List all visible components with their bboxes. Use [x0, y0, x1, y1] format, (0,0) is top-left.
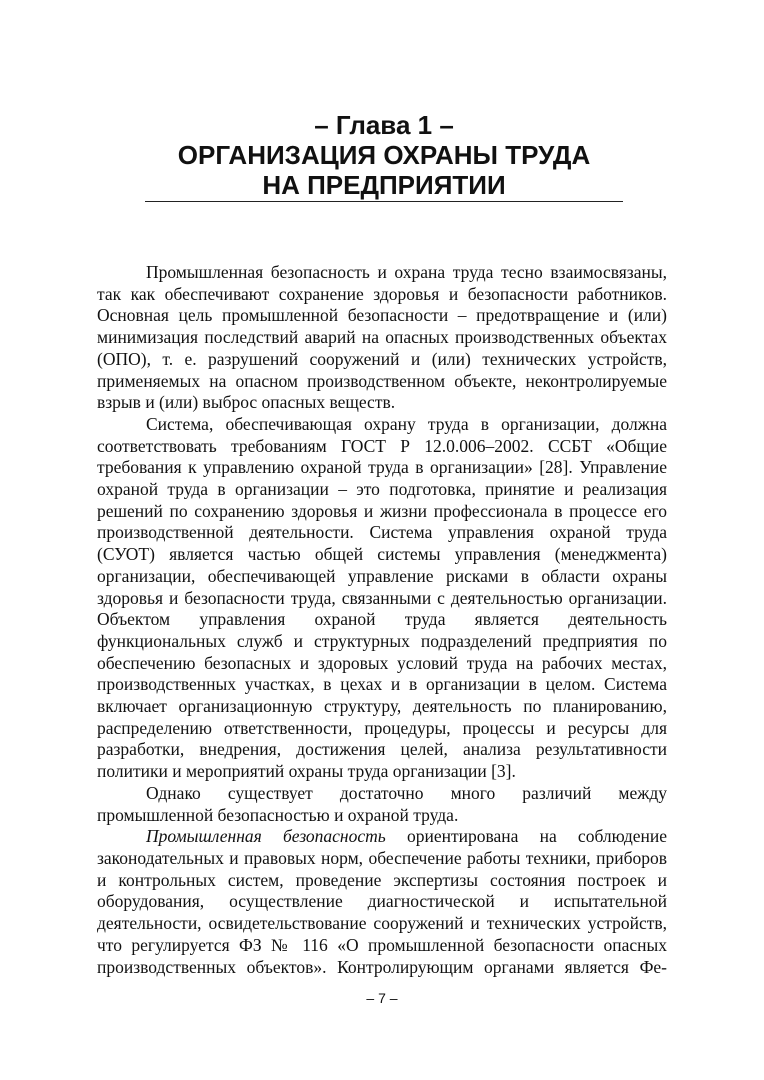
- paragraph-1: Промышленная безопасность и охрана труда тесно взаимосвязаны, так как обеспечивают сохранение здоровья и безопасности работников. Основная цель промышленной безопасности – предотвращение и (или) минимизация последствий аварий на опасных производственных объектах (ОПО), т. е. разрушений сооружений и (или) технических устройств, применяемых на опасном производственном объекте, неконтролируемые взрыв и (или) выброс опасных веществ.: [97, 262, 667, 413]
- page-number: – 7 –: [366, 990, 398, 1006]
- chapter-title-line-2: НА ПРЕДПРИЯТИИ: [262, 170, 506, 200]
- paragraph-2: Система, обеспечивающая охрану труда в организации, должна соответствовать требованиям ГОСТ Р 12.0.006–2002. ССБТ «Общие требования к управлению охраной труда в организации» [28]. Управление охраной труда в организации – это подготовка, принятие и реализация решений по сохранению здоровья и жизни профессионала в процессе его производственной деятельности. Система управления охраной труда (СУОТ) является частью общей системы управления (менеджмента) организации, обеспечивающей управление рисками в области охраны здоровья и безопасности труда, связанными с деятельностью организации. Объектом управления охраной труда является деятельность функциональных служб и структурных подразделений предприятия по обеспечению безопасных и здоровых условий труда на рабочих местах, производственных участках, в цехах и в организации в целом. Система включает организационную структуру, деятельность по планированию, распределению ответственности, процедуры, процессы и ресурсы для разработки, внедрения, достижения целей, анализа результативности политики и мероприятий охраны труда организации [3].: [97, 413, 667, 782]
- chapter-header: [145, 110, 623, 200]
- paragraph-4-text: ориентирована на соблюдение законодательных и правовых норм, обеспечение работы техники, приборов и контрольных систем, проведение экспертизы состояния построек и оборудования, осуществление диагностической и испытательной деятельности, освидетельствование сооружений и технических устройств, что регулируется ФЗ № 116 «О промышленной безопасности опасных производственных объектов». Контролирующим органами является Фе-: [97, 826, 667, 977]
- paragraph-4-italic-term: Промышленная безопасность: [146, 826, 386, 847]
- body-text: [97, 262, 667, 978]
- paragraph-3: Однако существует достаточно много различий между промышленной безопасностью и охраной труда.: [97, 782, 667, 825]
- chapter-label: – Глава 1 –: [314, 110, 454, 140]
- title-underline-rule: [145, 201, 623, 202]
- chapter-title-line-1: ОРГАНИЗАЦИЯ ОХРАНЫ ТРУДА: [177, 140, 591, 170]
- paragraph-4: [97, 826, 667, 978]
